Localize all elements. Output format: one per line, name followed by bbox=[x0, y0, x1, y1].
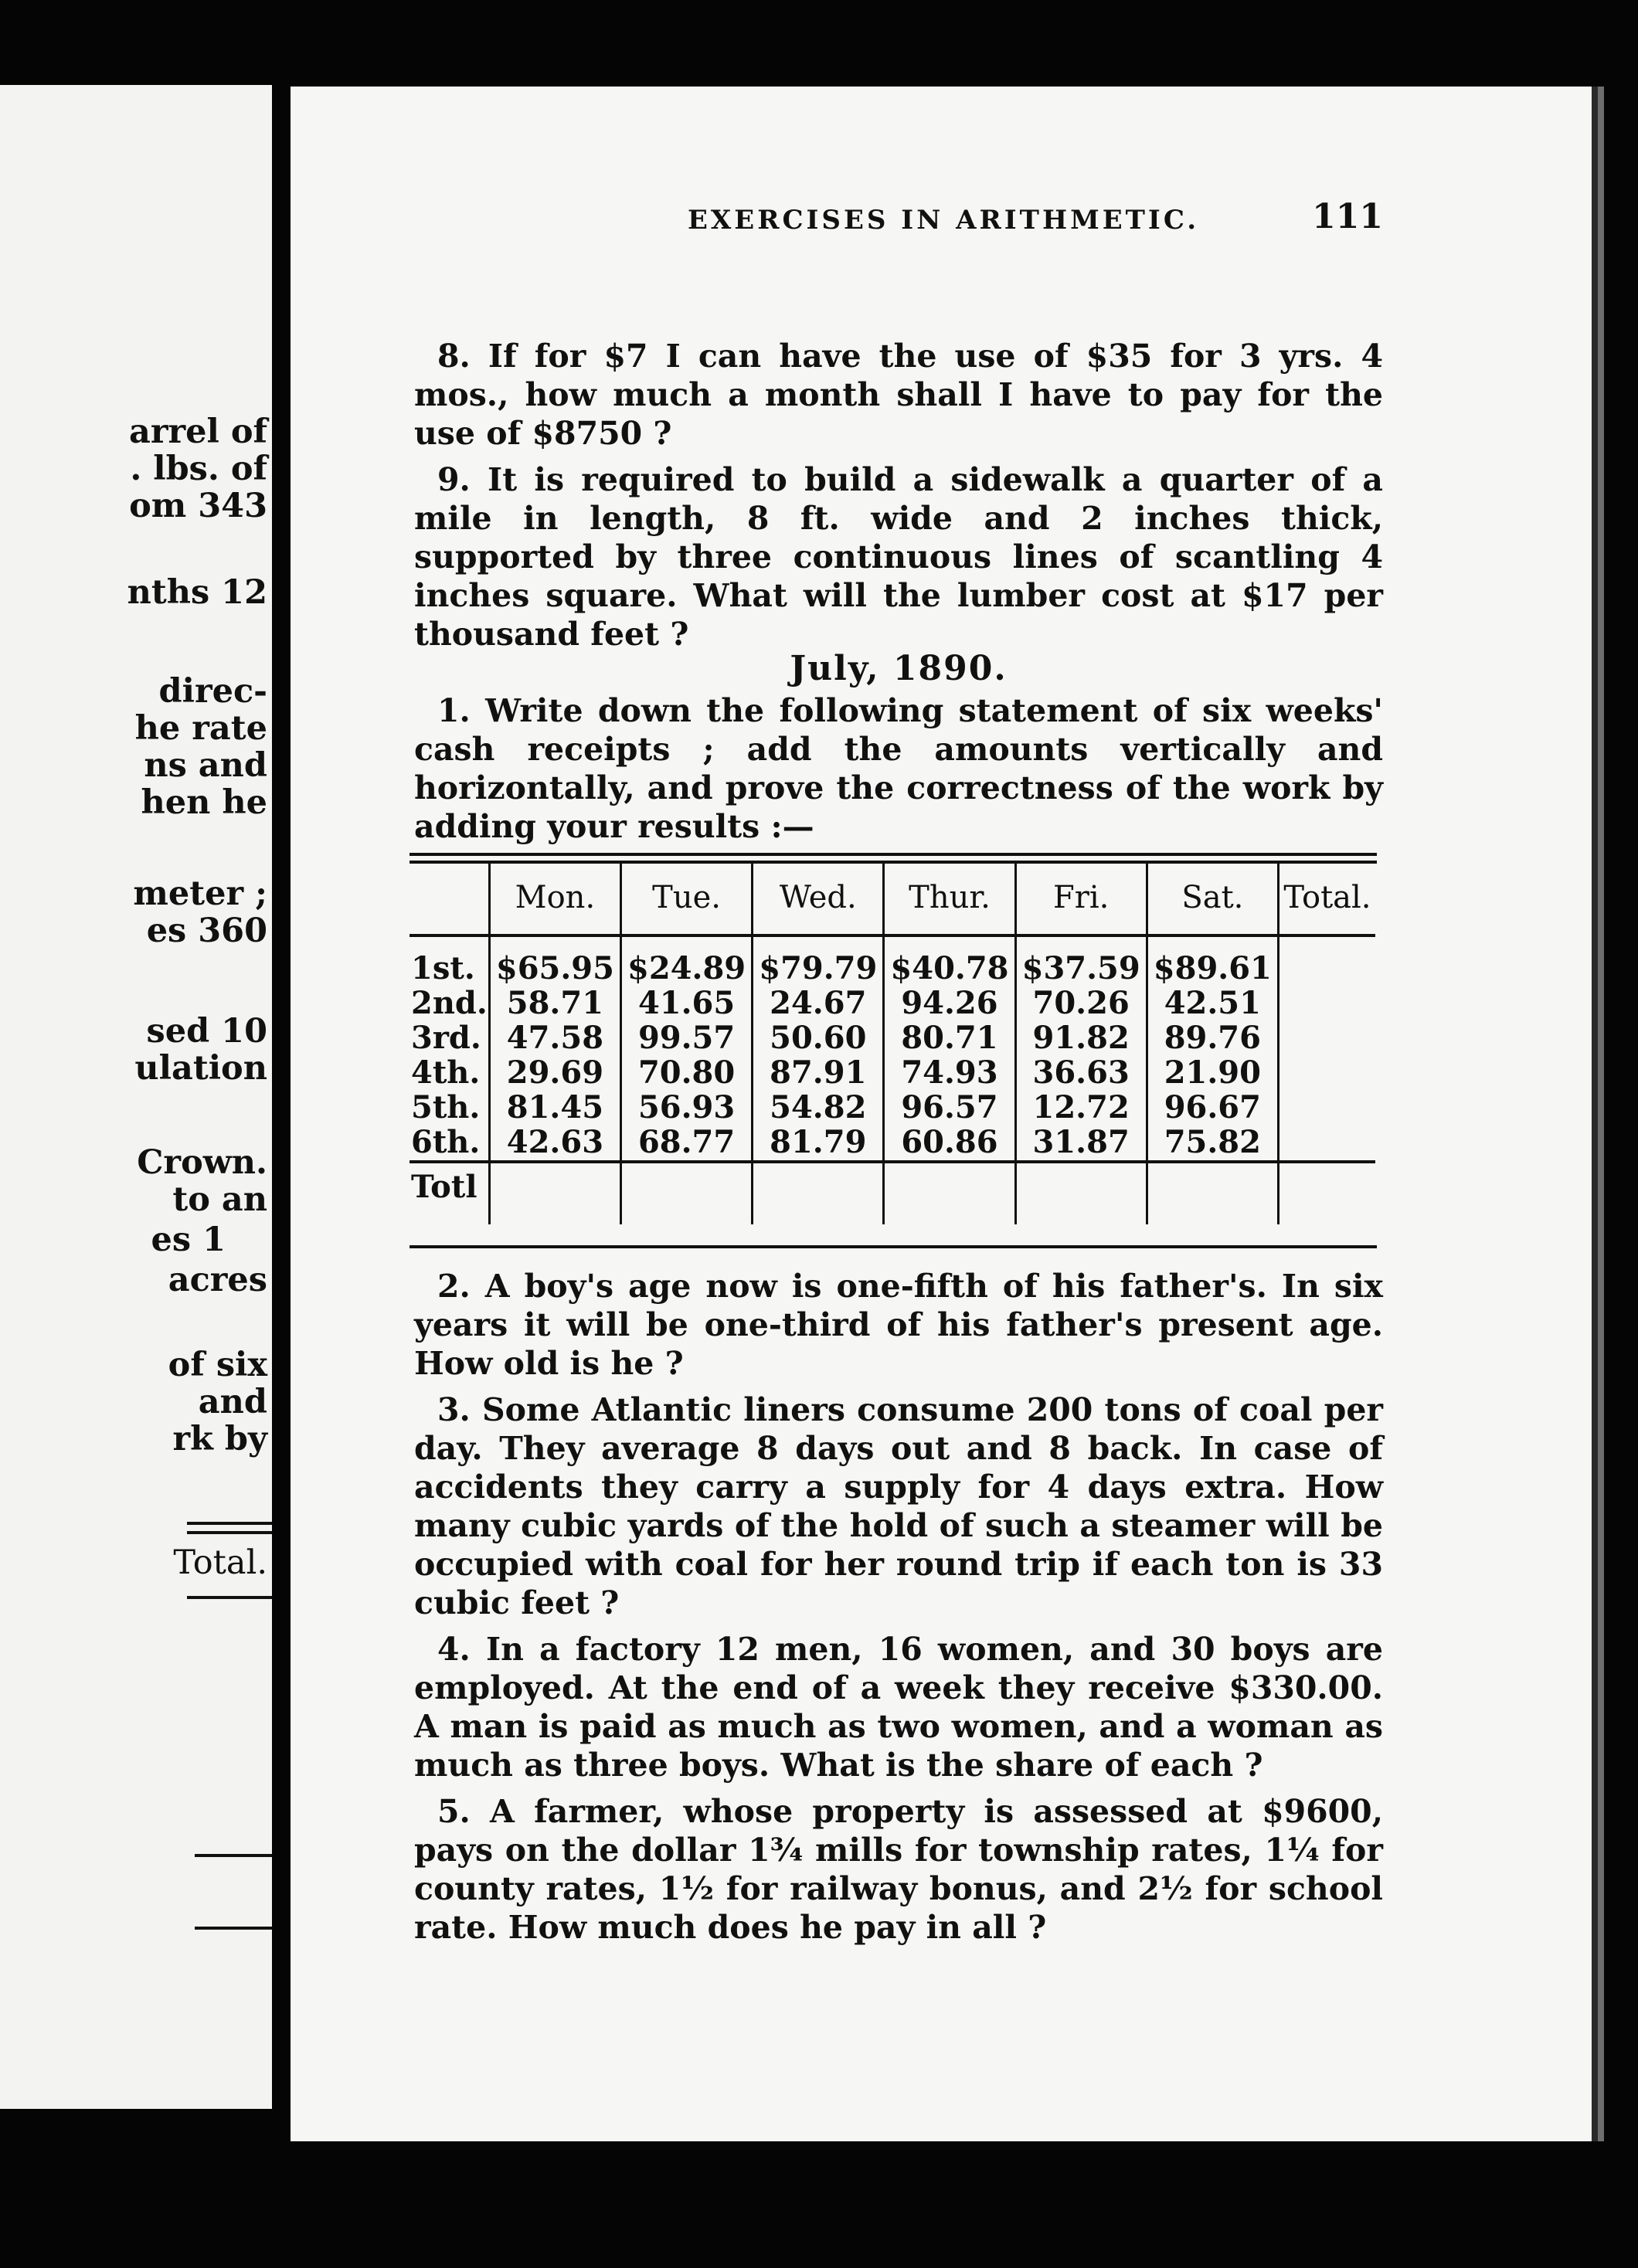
table-cell: 75.82 bbox=[1164, 1124, 1261, 1160]
header-cell: Thur. bbox=[884, 861, 1015, 935]
table-cell: $40.78 bbox=[890, 950, 1009, 986]
row-labels bbox=[410, 935, 489, 1162]
header-cell: Wed. bbox=[753, 861, 884, 935]
left-fragment: sed 10 bbox=[146, 1012, 267, 1051]
column-sat bbox=[1147, 935, 1278, 1162]
left-fragment: acres bbox=[168, 1261, 267, 1299]
table-row bbox=[410, 935, 1375, 1162]
table-cell: 99.57 bbox=[637, 1020, 736, 1056]
table-cell: 80.71 bbox=[901, 1020, 998, 1056]
left-fragment: nths 12 bbox=[127, 573, 267, 612]
row-label: 3rd. bbox=[411, 1020, 481, 1056]
left-fragment: es 360 bbox=[146, 912, 267, 950]
header-cell: Sat. bbox=[1147, 861, 1278, 935]
column-fri bbox=[1015, 935, 1147, 1162]
total-cell bbox=[1278, 1162, 1375, 1224]
page-header bbox=[386, 197, 1383, 243]
table-cell: 60.86 bbox=[901, 1124, 998, 1160]
table-cell: 81.79 bbox=[770, 1124, 867, 1160]
left-fragment: . lbs. of bbox=[130, 450, 267, 488]
problem-1-block bbox=[414, 691, 1383, 854]
table-cell: 87.91 bbox=[770, 1054, 867, 1091]
header-cell: Mon. bbox=[489, 861, 620, 935]
problem-1: 1. Write down the following statement of six weeks' cash receipts ; add the amounts vertically and horizontally, and prove the correctness of the work by adding your results :— bbox=[414, 692, 1383, 845]
left-rule bbox=[195, 1854, 272, 1857]
table-total-row bbox=[410, 1162, 1375, 1224]
left-fragment: arrel of bbox=[128, 413, 267, 451]
left-fragment: ulation bbox=[134, 1049, 267, 1088]
left-fragment: Total. bbox=[173, 1543, 267, 1582]
problem-2: 2. A boy's age now is one-fifth of his father's. In six years it will be one-third of his father's present age. How old is he ? bbox=[414, 1268, 1383, 1382]
table-cell: 24.67 bbox=[770, 985, 867, 1021]
table-cell: 58.71 bbox=[506, 985, 604, 1021]
cash-receipts-table bbox=[410, 861, 1375, 1224]
total-cell bbox=[1015, 1162, 1147, 1224]
table-header-row bbox=[410, 861, 1375, 935]
problems-bottom bbox=[414, 1267, 1383, 1954]
left-fragment: direc- bbox=[158, 672, 267, 711]
table-cell: 81.45 bbox=[506, 1089, 604, 1126]
header-cell: Total. bbox=[1278, 861, 1375, 935]
table-cell: 36.63 bbox=[1032, 1054, 1130, 1091]
left-fragment: meter ; bbox=[133, 874, 267, 913]
table-cell: $24.89 bbox=[627, 950, 746, 986]
column-wed bbox=[753, 935, 884, 1162]
column-mon bbox=[489, 935, 620, 1162]
table-cell: 31.87 bbox=[1032, 1124, 1130, 1160]
table-cell: 56.93 bbox=[637, 1089, 736, 1126]
problem-3: 3. Some Atlantic liners consume 200 tons of coal per day. They average 8 days out and 8 back. In case of accidents they carry a supply for 4 days extra. How many cubic yards of the hold of such a steamer will be occupied with coal for her round trip if each ton is 33 cubic feet ? bbox=[414, 1391, 1383, 1621]
table-cell: 54.82 bbox=[770, 1089, 867, 1126]
table-cell: $65.95 bbox=[495, 950, 614, 986]
table-cell: 94.26 bbox=[901, 985, 998, 1021]
left-rule bbox=[187, 1531, 272, 1534]
problem-4: 4. In a factory 12 men, 16 women, and 30 boys are employed. At the end of a week they receive $330.00. A man is paid as much as two women, and a woman as much as three boys. What is the share of each ? bbox=[414, 1631, 1383, 1784]
left-fragment: ns and bbox=[144, 746, 267, 785]
table-cell: 70.80 bbox=[637, 1054, 736, 1091]
page-number: 111 bbox=[1312, 197, 1383, 236]
total-label: Totl bbox=[410, 1162, 489, 1224]
table-cell: 70.26 bbox=[1032, 985, 1130, 1021]
row-label: 5th. bbox=[411, 1089, 481, 1126]
table-cell: 21.90 bbox=[1164, 1054, 1261, 1091]
section-title: July, 1890. bbox=[790, 649, 1008, 688]
left-fragment: Crown. bbox=[137, 1143, 267, 1182]
left-fragment: rk by bbox=[172, 1420, 267, 1458]
left-fragment: om 343 bbox=[129, 487, 267, 525]
table-cell: 42.63 bbox=[506, 1124, 604, 1160]
table-cell: 29.69 bbox=[506, 1054, 604, 1091]
left-fragment: hen he bbox=[141, 783, 267, 822]
row-label: 1st. bbox=[411, 950, 475, 986]
problem-8: 8. If for $7 I can have the use of $35 for 3 yrs. 4 mos., how much a month shall I have to pay for the use of $8750 ? bbox=[414, 338, 1383, 452]
problems-top bbox=[414, 337, 1383, 661]
total-cell bbox=[621, 1162, 753, 1224]
table-cell: $89.61 bbox=[1153, 950, 1272, 986]
table-cell: 68.77 bbox=[637, 1124, 736, 1160]
total-cell bbox=[884, 1162, 1015, 1224]
left-fragment: and bbox=[198, 1383, 267, 1421]
left-fragment: to an bbox=[172, 1180, 267, 1219]
running-head: EXERCISES IN ARITHMETIC. bbox=[688, 205, 1200, 236]
left-rule bbox=[187, 1522, 272, 1525]
table-top-rule bbox=[410, 853, 1377, 856]
table-cell: 89.76 bbox=[1164, 1020, 1261, 1056]
left-fragment: es 1 bbox=[151, 1221, 226, 1259]
table-cell: 12.72 bbox=[1032, 1089, 1130, 1126]
column-thur bbox=[884, 935, 1015, 1162]
row-label: 2nd. bbox=[411, 985, 488, 1021]
header-cell: Tue. bbox=[621, 861, 753, 935]
left-facing-page bbox=[0, 85, 272, 2109]
table-bottom-rule bbox=[410, 1245, 1377, 1248]
left-rule bbox=[195, 1927, 272, 1930]
table-cell: 47.58 bbox=[506, 1020, 604, 1056]
left-fragment: of six bbox=[168, 1346, 267, 1384]
table-cell: 42.51 bbox=[1164, 985, 1261, 1021]
problem-9: 9. It is required to build a sidewalk a quarter of a mile in length, 8 ft. wide and 2 inches thick, supported by three continuous lines of scantling 4 inches square. What will the lumber cost at $17 per thousand feet ? bbox=[414, 461, 1383, 653]
column-total bbox=[1278, 935, 1375, 1162]
total-cell bbox=[489, 1162, 620, 1224]
table-cell: 96.67 bbox=[1164, 1089, 1261, 1126]
column-tue bbox=[621, 935, 753, 1162]
left-rule bbox=[187, 1596, 272, 1599]
total-cell bbox=[1147, 1162, 1278, 1224]
header-cell: Fri. bbox=[1015, 861, 1147, 935]
table-cell: 50.60 bbox=[770, 1020, 867, 1056]
table-cell: $37.59 bbox=[1021, 950, 1140, 986]
header-cell-empty bbox=[410, 861, 489, 935]
row-label: 6th. bbox=[411, 1124, 481, 1160]
total-cell bbox=[753, 1162, 884, 1224]
table-cell: 91.82 bbox=[1032, 1020, 1130, 1056]
left-fragment: he rate bbox=[134, 709, 267, 748]
problem-5: 5. A farmer, whose property is assessed at $9600, pays on the dollar 1¾ mills for township rates, 1¼ for county rates, 1½ for railway bonus, and 2½ for school rate. How much does he pay in all ? bbox=[414, 1793, 1383, 1946]
table-cell: 96.57 bbox=[901, 1089, 998, 1126]
table-cell: 74.93 bbox=[901, 1054, 998, 1091]
row-label: 4th. bbox=[411, 1054, 481, 1091]
table-cell: 41.65 bbox=[637, 985, 736, 1021]
table-cell: $79.79 bbox=[759, 950, 878, 986]
